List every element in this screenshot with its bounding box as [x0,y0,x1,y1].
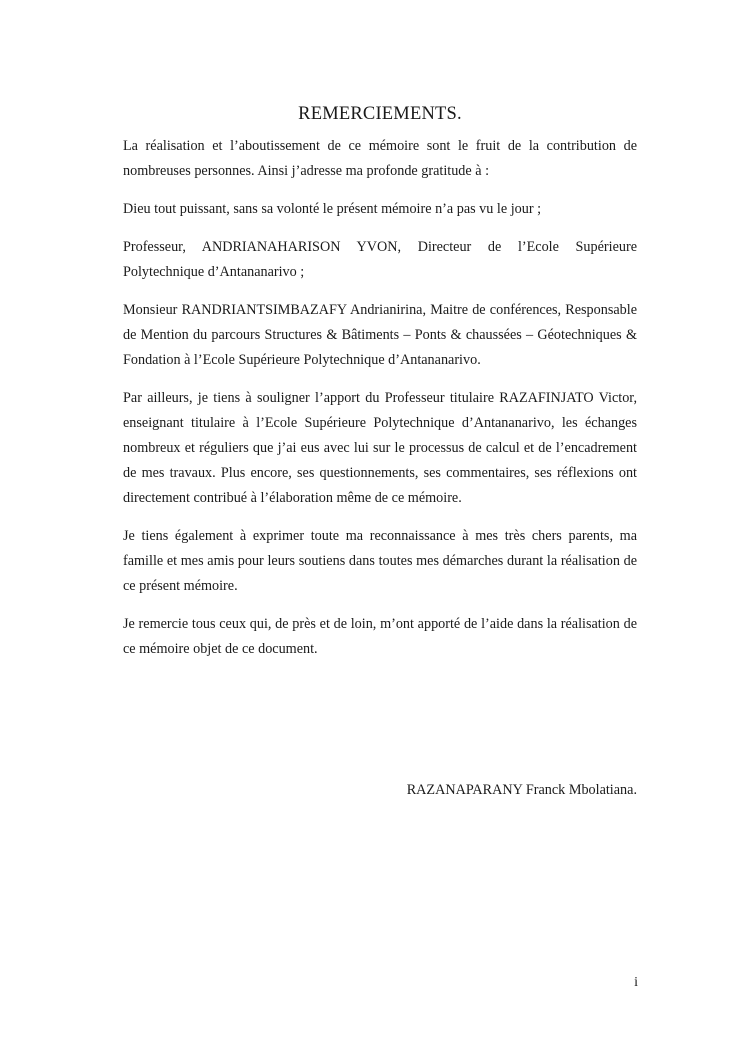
paragraph-intro: La réalisation et l’aboutissement de ce mémoire sont le fruit de la contribution de nombreuses personnes. Ainsi j’adresse ma profonde gratitude à : [123,138,637,179]
paragraph-professeur: Professeur, ANDRIANAHARISON YVON, Directeur de l’Ecole Supérieure Polytechnique d’Antananarivo ; [123,239,637,280]
acknowledgements-body [123,134,637,675]
page-number: i [634,975,638,990]
paragraph-monsieur: Monsieur RANDRIANTSIMBAZAFY Andrianirina, Maitre de conférences, Responsable de Mention du parcours Structures & Bâtiments – Ponts & chaussées – Géotechniques & Fondation à l’Ecole Supérieure Polytechnique d’Antananarivo. [123,302,637,368]
paragraph-par-ailleurs: Par ailleurs, je tiens à souligner l’apport du Professeur titulaire RAZAFINJATO Victor, enseignant titulaire à l’Ecole Supérieure Polytechnique d’Antananarivo, les échanges nombreux et réguliers que j’ai eus avec lui sur le processus de calcul et de l’encadrement de mes travaux. Plus encore, ses questionnements, ses commentaires, ses réflexions ont directement contribué à l’élaboration même de ce mémoire. [123,390,637,506]
paragraph-remerciements-generaux: Je remercie tous ceux qui, de près et de loin, m’ont apporté de l’aide dans la réalisation de ce mémoire objet de ce document. [123,616,637,657]
author-signature: RAZANAPARANY Franck Mbolatiana. [406,782,637,798]
paragraph-dieu: Dieu tout puissant, sans sa volonté le présent mémoire n’a pas vu le jour ; [123,201,542,217]
page-title: REMERCIEMENTS. [298,104,462,124]
paragraph-famille: Je tiens également à exprimer toute ma reconnaissance à mes très chers parents, ma famille et mes amis pour leurs soutiens dans toutes mes démarches durant la réalisation de ce présent mémoire. [123,528,637,594]
